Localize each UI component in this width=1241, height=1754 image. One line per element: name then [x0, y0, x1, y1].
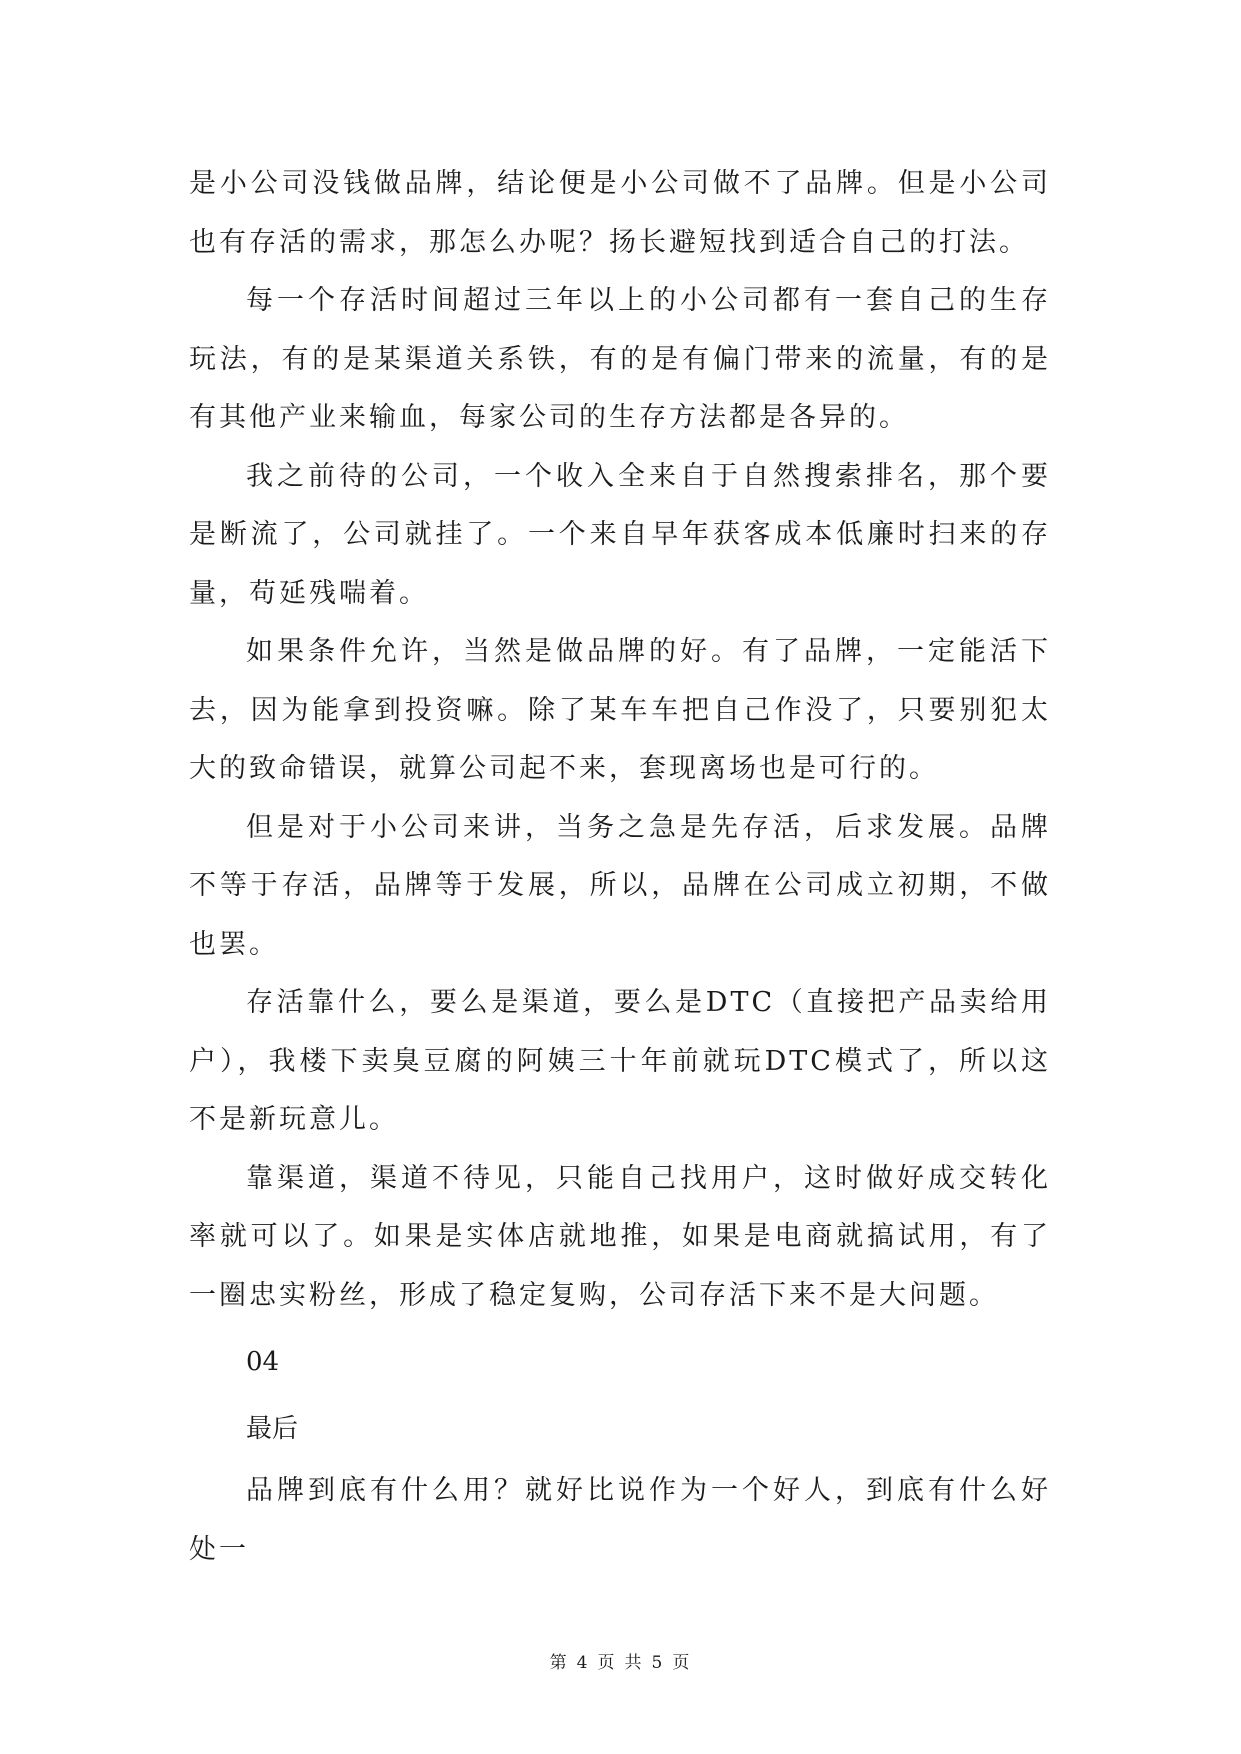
footer-total-pages: 5	[651, 1653, 665, 1673]
footer-total-prefix: 共	[624, 1653, 644, 1673]
paragraph-6: 存活靠什么，要么是渠道，要么是DTC（直接把产品卖给用户），我楼下卖臭豆腐的阿姨三十年前就玩DTC模式了，所以这不是新玩意儿。	[189, 987, 1051, 1135]
footer-current-page: 4	[576, 1653, 590, 1673]
body-text	[189, 155, 1051, 1579]
paragraph-2: 每一个存活时间超过三年以上的小公司都有一套自己的生存玩法，有的是某渠道关系铁，有的是有偏门带来的流量，有的是有其他产业来输血，每家公司的生存方法都是各异的。	[189, 285, 1051, 433]
footer-prefix: 第	[549, 1653, 569, 1673]
paragraph-4: 如果条件允许，当然是做品牌的好。有了品牌，一定能活下去，因为能拿到投资嘛。除了某车车把自己作没了，只要别犯太大的致命错误，就算公司起不来，套现离场也是可行的。	[189, 636, 1051, 784]
footer-page-word: 页	[597, 1653, 617, 1673]
footer-total-suffix: 页	[672, 1653, 692, 1673]
paragraph-5: 但是对于小公司来讲，当务之急是先存活，后求发展。品牌不等于存活，品牌等于发展，所以，品牌在公司成立初期，不做也罢。	[189, 811, 1051, 960]
paragraph-3: 我之前待的公司，一个收入全来自于自然搜索排名，那个要是断流了，公司就挂了。一个来自早年获客成本低廉时扫来的存量，苟延残喘着。	[189, 460, 1051, 609]
paragraph-1: 是小公司没钱做品牌，结论便是小公司做不了品牌。但是小公司也有存活的需求，那怎么办呢？扬长避短找到适合自己的打法。	[189, 168, 1051, 258]
section-title: 最后	[246, 1413, 299, 1444]
section-number: 04	[246, 1347, 280, 1377]
closing-paragraph: 品牌到底有什么用？就好比说作为一个好人，到底有什么好处一	[189, 1475, 1051, 1565]
page-footer	[0, 1648, 1241, 1673]
paragraph-7: 靠渠道，渠道不待见，只能自己找用户，这时做好成交转化率就可以了。如果是实体店就地推，如果是电商就搞试用，有了一圈忠实粉丝，形成了稳定复购，公司存活下来不是大问题。	[189, 1162, 1051, 1311]
